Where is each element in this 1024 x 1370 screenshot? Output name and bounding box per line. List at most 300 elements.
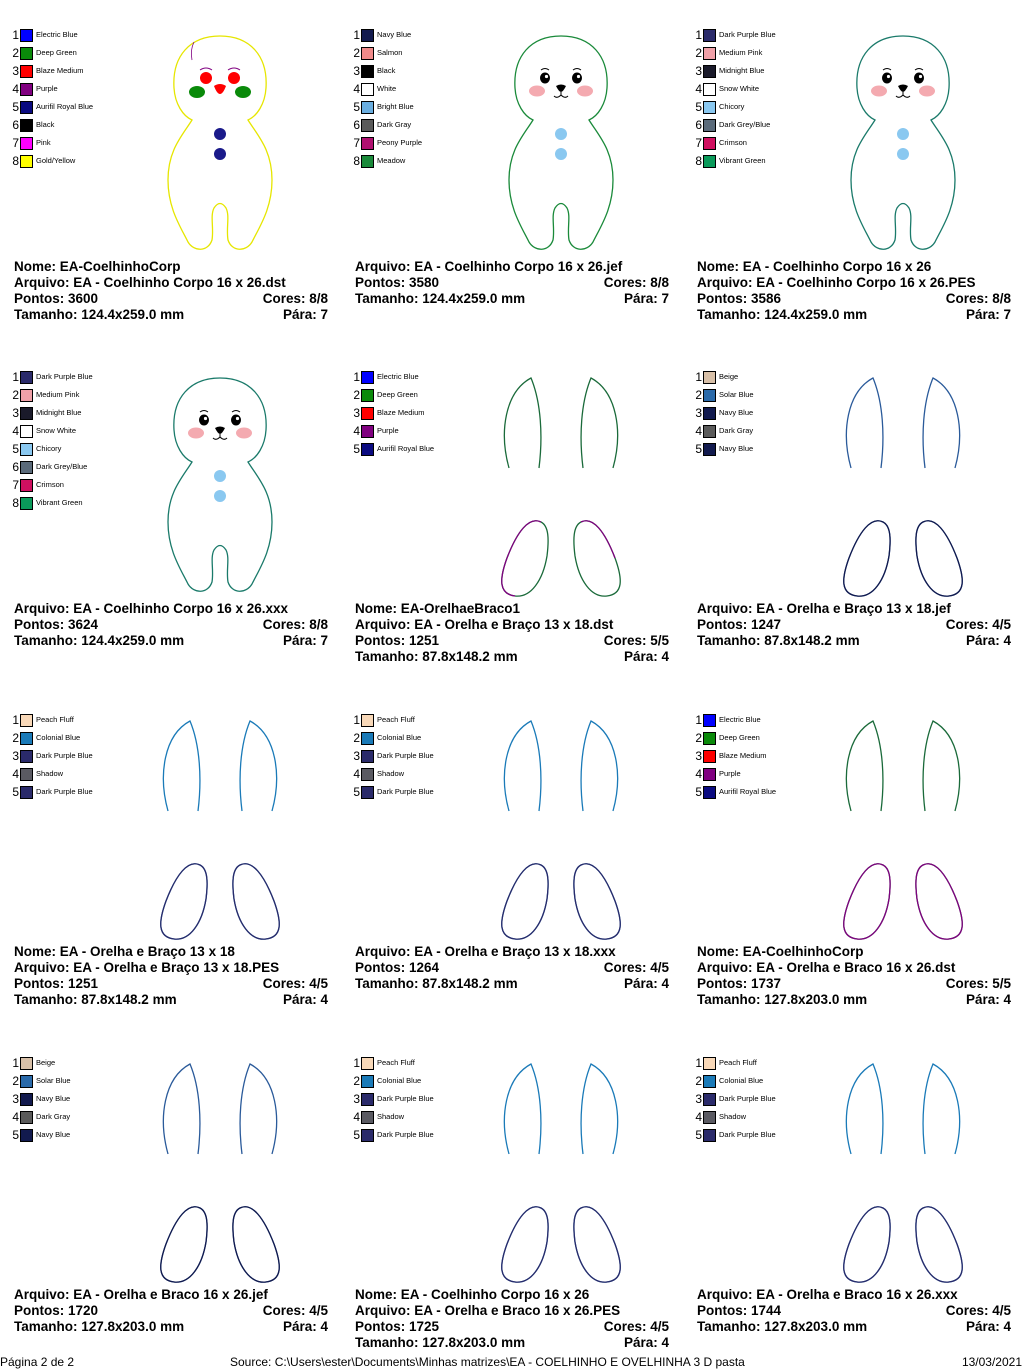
design-card — [683, 1028, 1013, 1358]
color-swatch — [703, 83, 716, 96]
color-name: Medium Pink — [36, 390, 80, 399]
color-name: Shadow — [36, 769, 64, 778]
design-card — [0, 342, 330, 672]
info-line — [697, 291, 1011, 307]
info-value: Cores: 4/5 — [262, 1303, 328, 1318]
color-name: Dark Purple Blue — [36, 751, 93, 760]
info-value: Cores: 5/5 — [945, 976, 1011, 991]
color-number: 4 — [695, 424, 702, 438]
color-name: Navy Blue — [377, 30, 412, 39]
color-swatch — [20, 497, 33, 510]
color-swatch — [361, 750, 374, 763]
color-swatch — [361, 119, 374, 132]
info-line — [355, 1335, 669, 1351]
color-name: Navy Blue — [36, 1094, 71, 1103]
color-name: Snow White — [36, 426, 77, 435]
info-text: Pontos: 1264 — [355, 960, 440, 975]
info-line — [697, 992, 1011, 1008]
color-number: 4 — [353, 424, 360, 438]
color-item — [689, 1054, 776, 1072]
color-swatch — [703, 119, 716, 132]
info-line — [697, 633, 1011, 649]
color-number: 3 — [12, 1092, 19, 1106]
info-text: Tamanho: 127.8x203.0 mm — [14, 1319, 185, 1334]
info-value: Pára: 7 — [965, 307, 1011, 322]
color-swatch — [703, 47, 716, 60]
design-preview-ears-arms — [833, 1058, 973, 1284]
color-swatch — [20, 1075, 33, 1088]
info-text: Tamanho: 127.8x203.0 mm — [697, 1319, 868, 1334]
color-item — [6, 494, 93, 512]
info-line — [697, 307, 1011, 323]
info-value: Pára: 4 — [623, 649, 669, 664]
color-name: Colonial Blue — [36, 733, 81, 742]
color-swatch — [20, 479, 33, 492]
color-item — [6, 1072, 71, 1090]
color-swatch — [703, 714, 716, 727]
color-item — [689, 26, 776, 44]
color-swatch — [20, 65, 33, 78]
color-number: 2 — [12, 731, 19, 745]
info-line — [14, 960, 328, 976]
info-line — [697, 960, 1011, 976]
info-value: Cores: 4/5 — [945, 617, 1011, 632]
color-number: 2 — [353, 46, 360, 60]
info-line — [697, 259, 1011, 275]
design-info — [14, 1287, 328, 1335]
page-number: Página 2 de 2 — [0, 1355, 75, 1369]
color-swatch — [20, 101, 33, 114]
info-text: Arquivo: EA - Orelha e Braço 13 x 18.jef — [697, 601, 951, 616]
info-line — [697, 976, 1011, 992]
design-card — [341, 1028, 671, 1358]
design-info — [697, 1287, 1011, 1335]
design-preview-ears-arms — [150, 1058, 290, 1284]
color-name: Shadow — [719, 1112, 747, 1121]
color-number: 5 — [12, 1128, 19, 1142]
color-number: 2 — [353, 731, 360, 745]
color-item — [347, 729, 434, 747]
design-info — [697, 259, 1011, 323]
color-name: Solar Blue — [719, 390, 754, 399]
info-text: Arquivo: EA - Orelha e Braço 13 x 18.dst — [355, 617, 614, 632]
color-name: Aurifil Royal Blue — [719, 787, 777, 796]
info-value: Pára: 4 — [965, 992, 1011, 1007]
color-item — [689, 422, 754, 440]
color-item — [347, 783, 434, 801]
info-line — [355, 633, 669, 649]
design-card — [341, 685, 671, 1015]
info-text: Tamanho: 87.8x148.2 mm — [355, 649, 518, 664]
color-list — [689, 368, 754, 458]
color-swatch — [703, 443, 716, 456]
color-item — [689, 440, 754, 458]
color-swatch — [703, 1057, 716, 1070]
color-item — [347, 711, 434, 729]
color-name: Peach Fluff — [36, 715, 74, 724]
color-item — [6, 80, 93, 98]
design-preview-ears-arms — [833, 372, 973, 598]
design-preview-ears-arms — [150, 715, 290, 941]
color-number: 8 — [695, 154, 702, 168]
color-swatch — [20, 1129, 33, 1142]
color-swatch — [20, 137, 33, 150]
design-card — [0, 1028, 330, 1358]
color-name: Black — [36, 120, 55, 129]
color-name: Crimson — [719, 138, 747, 147]
color-number: 1 — [353, 28, 360, 42]
color-item — [689, 368, 754, 386]
color-number: 2 — [353, 1074, 360, 1088]
color-swatch — [361, 29, 374, 42]
color-name: Peony Purple — [377, 138, 423, 147]
info-text: Pontos: 3624 — [14, 617, 99, 632]
color-item — [6, 98, 93, 116]
info-value: Pára: 7 — [282, 633, 328, 648]
color-swatch — [361, 1075, 374, 1088]
color-swatch — [703, 732, 716, 745]
color-number: 1 — [695, 713, 702, 727]
info-text: Tamanho: 124.4x259.0 mm — [355, 291, 526, 306]
info-text: Pontos: 1251 — [355, 633, 440, 648]
color-number: 3 — [12, 406, 19, 420]
color-name: Dark Gray — [377, 120, 412, 129]
color-name: Navy Blue — [719, 408, 754, 417]
color-number: 4 — [353, 767, 360, 781]
info-line — [14, 1287, 328, 1303]
color-item — [347, 368, 434, 386]
color-name: Navy Blue — [36, 1130, 71, 1139]
design-preview-ears-arms — [491, 372, 631, 598]
color-list — [6, 1054, 71, 1144]
color-name: Chicory — [36, 444, 62, 453]
color-swatch — [361, 389, 374, 402]
info-text: Nome: EA - Orelha e Braço 13 x 18 — [14, 944, 235, 959]
color-swatch — [361, 1057, 374, 1070]
color-name: Shadow — [377, 769, 405, 778]
color-swatch — [361, 155, 374, 168]
info-text: Tamanho: 124.4x259.0 mm — [14, 307, 185, 322]
color-item — [347, 386, 434, 404]
color-swatch — [20, 1093, 33, 1106]
info-text: Tamanho: 127.8x203.0 mm — [697, 992, 868, 1007]
color-list — [689, 26, 776, 170]
color-swatch — [361, 714, 374, 727]
color-number: 4 — [353, 82, 360, 96]
info-text: Arquivo: EA - Coelhinho Corpo 16 x 26.xxx — [14, 601, 289, 616]
info-text: Arquivo: EA - Coelhinho Corpo 16 x 26.jef — [355, 259, 623, 274]
design-info — [697, 601, 1011, 649]
color-item — [6, 476, 93, 494]
design-card — [683, 685, 1013, 1015]
color-name: Purple — [377, 426, 399, 435]
info-line — [697, 601, 1011, 617]
info-line — [697, 617, 1011, 633]
info-line — [355, 976, 669, 992]
info-text: Pontos: 3586 — [697, 291, 782, 306]
info-text: Tamanho: 87.8x148.2 mm — [14, 992, 177, 1007]
color-item — [347, 1054, 434, 1072]
color-name: Dark Gray — [719, 426, 754, 435]
color-item — [347, 116, 422, 134]
color-swatch — [20, 155, 33, 168]
color-swatch — [20, 461, 33, 474]
info-value: Pára: 7 — [623, 291, 669, 306]
color-swatch — [20, 389, 33, 402]
color-number: 3 — [12, 749, 19, 763]
color-item — [347, 1108, 434, 1126]
color-swatch — [361, 137, 374, 150]
color-name: Aurifil Royal Blue — [36, 102, 94, 111]
color-number: 3 — [695, 749, 702, 763]
color-name: Pink — [36, 138, 51, 147]
color-list — [6, 711, 93, 801]
color-number: 2 — [695, 1074, 702, 1088]
color-name: Colonial Blue — [377, 1076, 422, 1085]
color-item — [6, 765, 93, 783]
color-name: Colonial Blue — [719, 1076, 764, 1085]
info-value: Pára: 4 — [965, 633, 1011, 648]
info-line — [355, 649, 669, 665]
color-number: 4 — [695, 1110, 702, 1124]
color-swatch — [20, 443, 33, 456]
color-name: Salmon — [377, 48, 403, 57]
color-item — [689, 116, 776, 134]
color-item — [347, 98, 422, 116]
color-number: 4 — [12, 82, 19, 96]
info-text: Arquivo: EA - Orelha e Braco 16 x 26.dst — [697, 960, 956, 975]
info-line — [355, 291, 669, 307]
info-line — [697, 1319, 1011, 1335]
color-name: Electric Blue — [377, 372, 419, 381]
color-item — [6, 134, 93, 152]
color-item — [689, 1126, 776, 1144]
print-date: 13/03/2021 — [961, 1355, 1022, 1369]
color-number: 4 — [353, 1110, 360, 1124]
info-line — [14, 617, 328, 633]
color-item — [689, 765, 776, 783]
design-info — [14, 944, 328, 1008]
info-value: Pára: 4 — [282, 1319, 328, 1334]
color-name: Dark Purple Blue — [377, 1094, 434, 1103]
design-preview-body — [150, 30, 290, 256]
color-number: 3 — [695, 406, 702, 420]
info-text: Arquivo: EA - Orelha e Braço 13 x 18.PES — [14, 960, 280, 975]
color-number: 4 — [695, 767, 702, 781]
design-info — [355, 601, 669, 665]
color-name: Deep Green — [36, 48, 77, 57]
color-item — [6, 368, 93, 386]
info-line — [697, 944, 1011, 960]
color-number: 3 — [12, 64, 19, 78]
color-number: 6 — [12, 118, 19, 132]
color-item — [689, 747, 776, 765]
color-swatch — [703, 137, 716, 150]
color-item — [6, 26, 93, 44]
color-name: Bright Blue — [377, 102, 414, 111]
color-swatch — [20, 29, 33, 42]
color-name: Solar Blue — [36, 1076, 71, 1085]
color-number: 6 — [353, 118, 360, 132]
info-value: Cores: 4/5 — [603, 960, 669, 975]
color-name: Purple — [719, 769, 741, 778]
color-swatch — [703, 768, 716, 781]
color-number: 2 — [12, 1074, 19, 1088]
color-item — [6, 1054, 71, 1072]
color-list — [6, 368, 93, 512]
color-number: 5 — [12, 442, 19, 456]
color-item — [347, 765, 434, 783]
color-number: 1 — [353, 370, 360, 384]
design-info — [355, 944, 669, 992]
color-item — [6, 386, 93, 404]
color-name: Peach Fluff — [377, 1058, 415, 1067]
color-number: 2 — [12, 46, 19, 60]
color-name: Gold/Yellow — [36, 156, 76, 165]
info-line — [14, 976, 328, 992]
info-line — [355, 259, 669, 275]
color-swatch — [20, 371, 33, 384]
color-name: Chicory — [719, 102, 745, 111]
color-name: Crimson — [36, 480, 64, 489]
color-number: 2 — [353, 388, 360, 402]
color-item — [6, 440, 93, 458]
info-text: Pontos: 1247 — [697, 617, 782, 632]
info-line — [355, 617, 669, 633]
color-number: 5 — [695, 785, 702, 799]
info-text: Pontos: 3600 — [14, 291, 99, 306]
info-line — [355, 944, 669, 960]
color-name: Peach Fluff — [719, 1058, 757, 1067]
design-info — [14, 259, 328, 323]
color-number: 4 — [695, 82, 702, 96]
color-list — [347, 1054, 434, 1144]
color-name: Meadow — [377, 156, 406, 165]
color-swatch — [20, 750, 33, 763]
info-line — [14, 944, 328, 960]
color-item — [6, 152, 93, 170]
design-preview-body — [491, 30, 631, 256]
color-number: 3 — [695, 1092, 702, 1106]
color-name: Blaze Medium — [377, 408, 425, 417]
design-card — [0, 685, 330, 1015]
color-swatch — [20, 732, 33, 745]
color-swatch — [703, 101, 716, 114]
info-value: Pára: 4 — [623, 976, 669, 991]
color-number: 2 — [695, 731, 702, 745]
color-swatch — [703, 1129, 716, 1142]
info-line — [355, 1287, 669, 1303]
info-value: Cores: 4/5 — [262, 976, 328, 991]
color-item — [689, 1108, 776, 1126]
color-number: 7 — [695, 136, 702, 150]
info-text: Pontos: 3580 — [355, 275, 440, 290]
color-name: Blaze Medium — [36, 66, 84, 75]
color-swatch — [361, 425, 374, 438]
color-swatch — [361, 732, 374, 745]
color-number: 5 — [12, 785, 19, 799]
info-text: Tamanho: 124.4x259.0 mm — [697, 307, 868, 322]
color-swatch — [703, 29, 716, 42]
color-swatch — [703, 1111, 716, 1124]
color-name: Aurifil Royal Blue — [377, 444, 435, 453]
info-value: Pára: 4 — [282, 992, 328, 1007]
color-item — [347, 1090, 434, 1108]
color-name: Midnight Blue — [36, 408, 82, 417]
color-number: 2 — [12, 388, 19, 402]
color-name: Deep Green — [377, 390, 418, 399]
color-name: Dark Purple Blue — [719, 30, 776, 39]
color-item — [6, 422, 93, 440]
color-number: 3 — [353, 749, 360, 763]
color-item — [347, 1072, 434, 1090]
color-name: Colonial Blue — [377, 733, 422, 742]
color-item — [689, 404, 754, 422]
color-swatch — [361, 443, 374, 456]
color-number: 8 — [353, 154, 360, 168]
color-list — [689, 711, 776, 801]
color-item — [6, 62, 93, 80]
info-line — [355, 960, 669, 976]
color-item — [347, 1126, 434, 1144]
color-swatch — [703, 65, 716, 78]
color-swatch — [361, 1093, 374, 1106]
info-value: Cores: 4/5 — [603, 1319, 669, 1334]
info-line — [14, 275, 328, 291]
info-text: Arquivo: EA - Orelha e Braco 16 x 26.PES — [355, 1303, 621, 1318]
info-text: Nome: EA-CoelhinhoCorp — [14, 259, 181, 274]
color-swatch — [20, 1111, 33, 1124]
info-line — [14, 601, 328, 617]
color-number: 1 — [353, 1056, 360, 1070]
info-value: Pára: 4 — [623, 1335, 669, 1350]
color-name: Beige — [36, 1058, 56, 1067]
color-item — [347, 440, 434, 458]
color-swatch — [361, 101, 374, 114]
design-info — [355, 1287, 669, 1351]
info-text: Nome: EA-CoelhinhoCorp — [697, 944, 864, 959]
color-swatch — [20, 1057, 33, 1070]
color-name: Dark Grey/Blue — [719, 120, 771, 129]
color-item — [6, 747, 93, 765]
color-number: 6 — [695, 118, 702, 132]
color-number: 1 — [695, 28, 702, 42]
color-swatch — [703, 155, 716, 168]
color-number: 7 — [12, 478, 19, 492]
color-number: 2 — [695, 388, 702, 402]
color-name: Deep Green — [719, 733, 760, 742]
color-swatch — [703, 1075, 716, 1088]
info-value: Cores: 5/5 — [603, 633, 669, 648]
design-card — [341, 342, 671, 672]
design-card — [0, 0, 330, 330]
color-number: 5 — [695, 100, 702, 114]
info-line — [14, 259, 328, 275]
color-item — [689, 152, 776, 170]
color-item — [6, 783, 93, 801]
info-value: Cores: 8/8 — [945, 291, 1011, 306]
info-text: Pontos: 1737 — [697, 976, 782, 991]
color-number: 5 — [353, 1128, 360, 1142]
info-text: Arquivo: EA - Coelhinho Corpo 16 x 26.dst — [14, 275, 286, 290]
color-swatch — [20, 119, 33, 132]
color-number: 7 — [353, 136, 360, 150]
info-text: Tamanho: 87.8x148.2 mm — [697, 633, 860, 648]
color-name: Dark Purple Blue — [719, 1130, 776, 1139]
info-line — [355, 1303, 669, 1319]
color-number: 8 — [12, 154, 19, 168]
color-swatch — [703, 371, 716, 384]
